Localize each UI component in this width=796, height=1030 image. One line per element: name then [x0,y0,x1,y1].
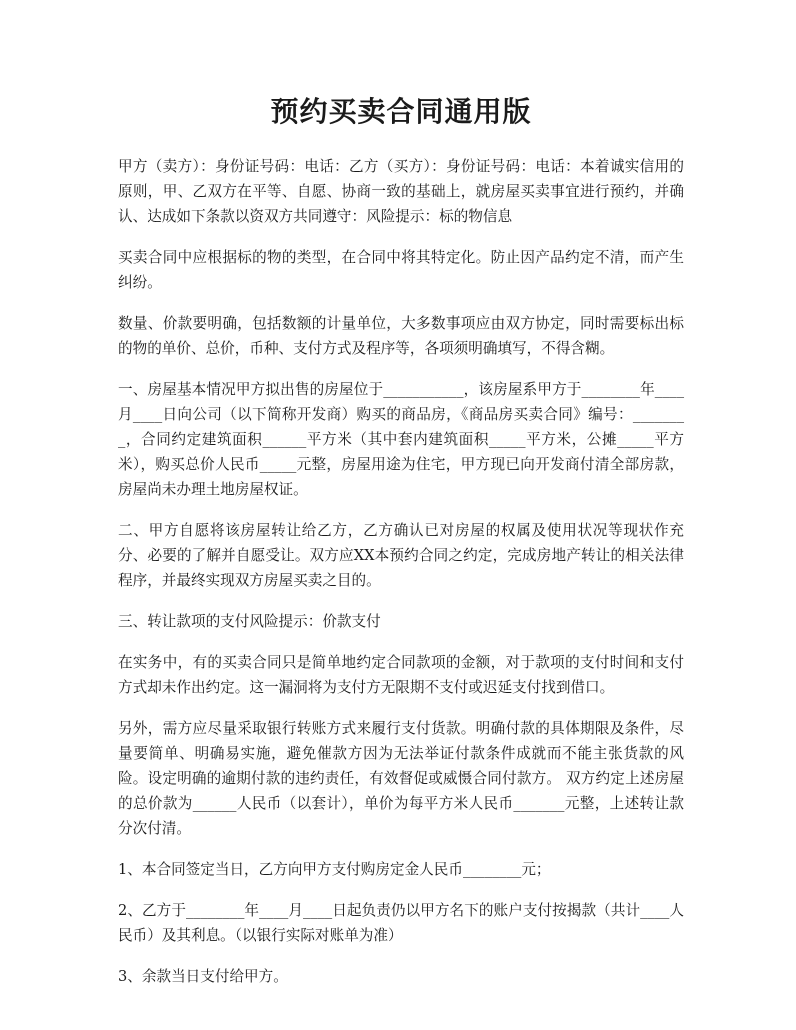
paragraph-section-2-transfer: 二、甲方自愿将该房屋转让给乙方，乙方确认已对房屋的权属及使用状况等现状作充分、必要的了解并自愿受让。双方应XX本预约合同之约定，完成房地产转让的相关法律程序，并最终实现双方房屋买卖之目的。 [118,522,684,589]
paragraph-quantity-price: 数量、价款要明确，包括数额的计量单位，大多数事项应由双方协定，同时需要标出标的物的单价、总价，币种、支付方式及程序等，各项须明确填写，不得含糊。 [118,315,684,357]
document-page [118,92,684,1005]
paragraph-subject-risk: 买卖合同中应根据标的物的类型，在合同中将其特定化。防止因产品约定不清，而产生纠纷。 [118,249,684,291]
paragraph-item-3: 3、余款当日支付给甲方。 [118,968,288,985]
paragraph-section-3-heading: 三、转让款项的支付风险提示：价款支付 [118,613,381,630]
paragraph-payment-terms: 另外，需方应尽量采取银行转账方式来履行支付货款。明确付款的具体期限及条件，尽量要简单、明确易实施，避免催款方因为无法举证付款条件成就而不能主张货款的风险。设定明确的逾期付款的违约责任，有效督促或威慑合同付款方。 双方约定上述房屋的总价款为______人民币（以套计），单价为每平方米人民币_______元整，上述转让款分次付清。 [118,720,684,837]
document-title: 预约买卖合同通用版 [270,95,532,128]
paragraph-item-2: 2、乙方于________年____月____日起负责仍以甲方名下的账户支付按揭款（共计____人民币）及其利息。（以银行实际对账单为准） [118,902,684,944]
paragraph-parties-preamble: 甲方（卖方）：身份证号码：电话：乙方（买方）：身份证号码：电话：本着诚实信用的原则，甲、乙双方在平等、自愿、协商一致的基础上，就房屋买卖事宜进行预约，并确认、达成如下条款以资双方共同遵守：风险提示：标的物信息 [118,158,684,225]
paragraph-section-1-property-info: 一、房屋基本情况甲方拟出售的房屋位于___________，该房屋系甲方于________年____月____日向公司（以下简称开发商）购买的商品房，《商品房买卖合同》编号：________，合同约定建筑面积______平方米（其中套内建筑面积_____平方米，公摊_____平方米），购买总价人民币_____元整，房屋用途为住宅，甲方现已向开发商付清全部房款，房屋尚未办理土地房屋权证。 [118,381,684,498]
paragraph-item-1: 1、本合同签定当日，乙方向甲方支付购房定金人民币________元； [118,861,551,878]
paragraph-payment-practice: 在实务中，有的买卖合同只是简单地约定合同款项的金额，对于款项的支付时间和支付方式却未作出约定。这一漏洞将为支付方无限期不支付或迟延支付找到借口。 [118,654,684,696]
